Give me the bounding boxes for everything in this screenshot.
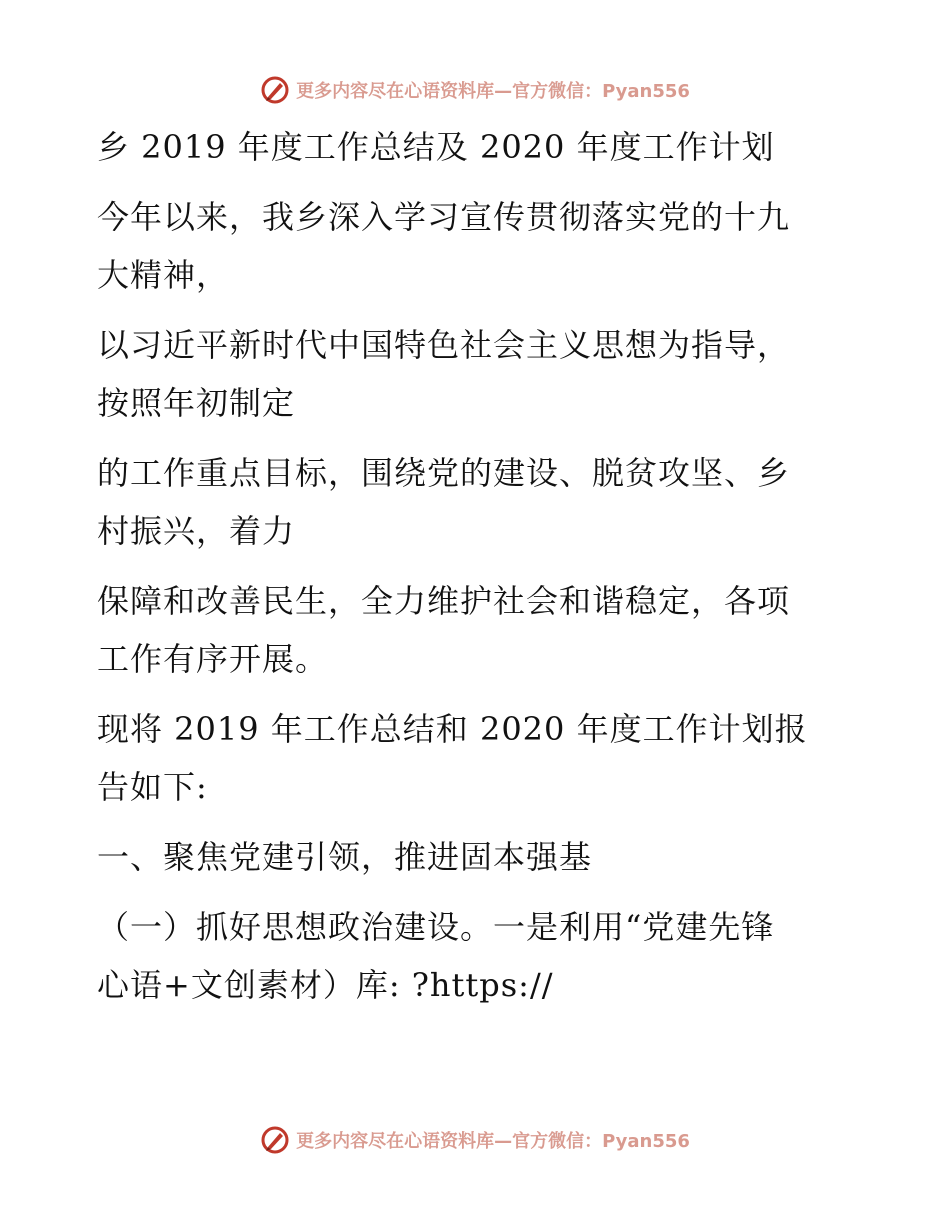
paragraph-1-line-2: 大精神， (97, 256, 230, 294)
pen-logo-icon (260, 1125, 290, 1155)
paragraph-1-line-1: 今年以来，我乡深入学习宣传贯彻落实党的十九 (97, 198, 791, 236)
paragraph-6-line-1: （一）抓好思想政治建设。一是利用“党建先锋 (97, 908, 775, 946)
paragraph-5-line-2: 告如下: (97, 768, 208, 806)
paragraph-2-line-1: 以习近平新时代中国特色社会主义思想为指导， (97, 326, 791, 364)
footer-watermark (0, 1120, 950, 1160)
section-heading-1: 一、聚焦党建引领，推进固本强基 (97, 838, 593, 876)
paragraph-4-line-2: 工作有序开展。 (97, 640, 329, 678)
paragraph-3-line-1: 的工作重点目标，围绕党的建设、脱贫攻坚、乡 (97, 454, 791, 492)
header-text: 更多内容尽在心语资料库 (296, 81, 495, 102)
pen-logo-icon (260, 75, 290, 105)
footer-text: 更多内容尽在心语资料库 (296, 1131, 495, 1152)
paragraph-4-line-1: 保障和改善民生，全力维护社会和谐稳定，各项 (97, 582, 791, 620)
paragraph-6-line-2: 心语+文创素材）库: ?https:// (97, 966, 554, 1004)
header-watermark (0, 70, 950, 110)
paragraph-2-line-2: 按照年初制定 (97, 384, 296, 422)
paragraph-5-line-1: 现将 2019 年工作总结和 2020 年度工作计划报 (97, 710, 808, 748)
header-dash: — (494, 81, 513, 102)
paragraph-3-line-2: 村振兴，着力 (97, 512, 296, 550)
footer-dash: — (494, 1131, 513, 1152)
header-wechat: 官方微信：Pyan556 (512, 81, 690, 102)
document-body (97, 118, 837, 1014)
document-title: 乡 2019 年度工作总结及 2020 年度工作计划 (97, 128, 775, 166)
footer-wechat: 官方微信：Pyan556 (512, 1131, 690, 1152)
